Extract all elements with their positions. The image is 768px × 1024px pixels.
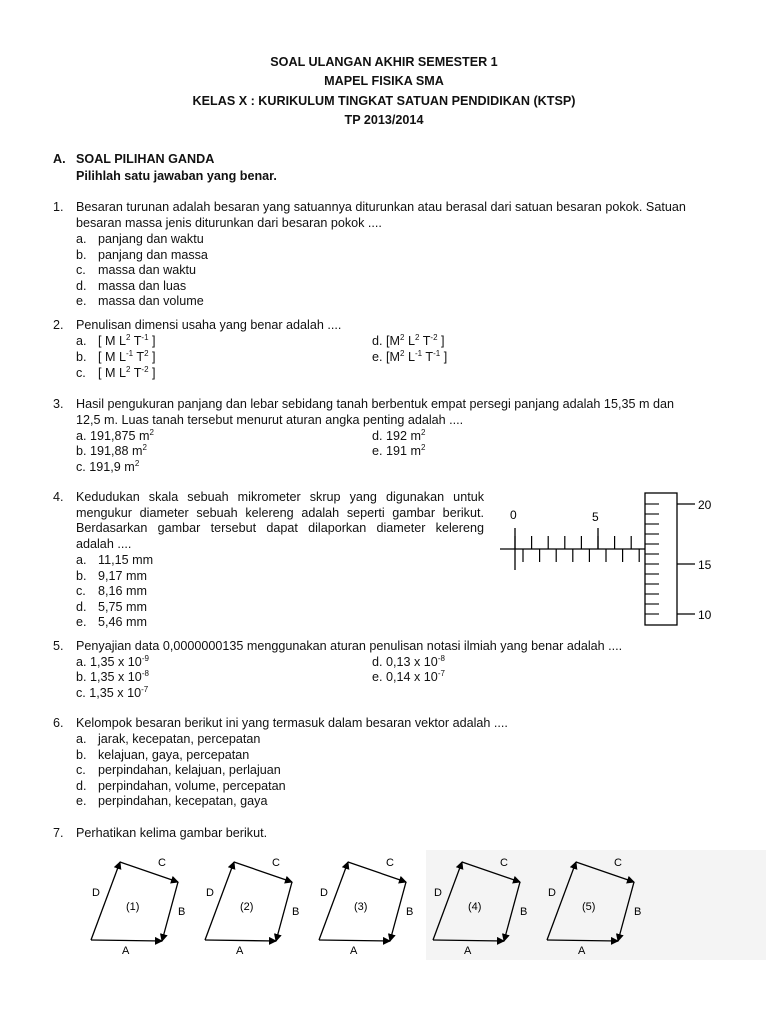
vector-label-a: A	[236, 945, 244, 957]
q1-option-c: c. massa dan waktu	[76, 263, 197, 277]
vector-label-c: C	[386, 857, 394, 869]
section-letter: A.	[53, 152, 66, 166]
q4-option-e: e. 5,46 mm	[76, 615, 147, 629]
q3-option-a: a. 191,875 $m^2$	[76, 428, 154, 443]
vector-label-d: D	[92, 887, 100, 899]
vector-figure-3	[319, 857, 413, 957]
q5-option-d: d. 0,13 x $10^{-8}$	[372, 654, 445, 669]
q6-option-a: a. jarak, kecepatan, percepatan	[76, 732, 261, 746]
vector-d	[319, 862, 348, 940]
q5-option-e: e. 0,14 x $10^{-7}$	[372, 669, 445, 684]
q5-option-c: c. 1,35 x $10^{-7}$	[76, 685, 149, 700]
vector-figure-2	[205, 857, 299, 957]
q1-number: 1.	[53, 200, 64, 214]
q6-option-c: c. perpindahan, kelajuan, perlajuan	[76, 763, 281, 777]
vector-label-b: B	[292, 906, 300, 918]
vector-label-c: C	[158, 857, 166, 869]
q3-line-2: 12,5 m. Luas tanah tersebut menurut aturan angka penting adalah ....	[76, 413, 464, 427]
q3-number: 3.	[53, 397, 64, 411]
q7-stem: Perhatikan kelima gambar berikut.	[76, 826, 268, 840]
q3-option-d: d. 192 $m^2$	[372, 428, 426, 443]
vector-label-d: D	[320, 887, 328, 899]
vector-label-c: C	[500, 857, 508, 869]
vector-b	[390, 882, 406, 941]
q2-option-c: c. [ M $L^2$ $T^{-2}$ ]	[76, 365, 156, 380]
vector-label-a: A	[122, 945, 130, 957]
q1-option-d: d. massa dan luas	[76, 278, 187, 293]
q2-number: 2.	[53, 318, 64, 332]
q7-number: 7.	[53, 826, 64, 840]
q4-options	[76, 553, 153, 631]
q2-option-b: b. [ M $L^{-1}$ $T^2$ ]	[76, 349, 156, 364]
title-line-3: KELAS X : KURIKULUM TINGKAT SATUAN PENDIDIKAN (KTSP)	[192, 94, 576, 108]
figure-number-label: (5)	[582, 901, 596, 913]
micrometer-figure	[495, 488, 720, 628]
vector-a	[91, 940, 162, 941]
vector-c	[120, 862, 178, 882]
vector-label-b: B	[406, 906, 414, 918]
q1-option-b: b. panjang dan massa	[76, 247, 208, 262]
vector-c	[234, 862, 292, 882]
q4-option-d: d. 5,75 mm	[76, 599, 147, 614]
figure-number-label: (1)	[126, 901, 140, 913]
q5-stem: Penyajian data 0,0000000135 menggunakan aturan penulisan notasi ilmiah yang benar adalah ....	[76, 639, 623, 653]
q2-option-a: a. [ M $L^2$ $T^{-1}$ ]	[76, 333, 156, 348]
main-scale-label-0: 0	[510, 508, 517, 522]
q3-option-c: c. 191,9 $m^2$	[76, 459, 140, 474]
q5-option-b: b. 1,35 x $10^{-8}$	[76, 669, 149, 684]
q4-option-a: a. 11,15 mm	[76, 553, 154, 567]
q4-option-c: c. 8,16 mm	[76, 584, 147, 598]
vector-label-a: A	[464, 945, 472, 957]
q6-stem: Kelompok besaran berikut ini yang termasuk dalam besaran vektor adalah ....	[76, 716, 508, 730]
q6-number: 6.	[53, 716, 64, 730]
vector-label-a: A	[350, 945, 358, 957]
figure-number-label: (4)	[468, 901, 482, 913]
section-instruction: Pilihlah satu jawaban yang benar.	[76, 169, 277, 183]
q5-number: 5.	[53, 639, 64, 653]
figure-number-label: (2)	[240, 901, 254, 913]
q5-option-a: a. 1,35 x $10^{-9}$	[76, 654, 149, 669]
main-scale-label-5: 5	[592, 510, 599, 524]
vector-b	[276, 882, 292, 941]
vector-c	[348, 862, 406, 882]
q1-line-1: Besaran turunan adalah besaran yang satuannya diturunkan atau berasal dari satuan besaran pokok. Satuan	[76, 200, 686, 214]
micrometer-thimble	[645, 493, 677, 625]
q3-option-e: e. 191 $m^2$	[372, 443, 426, 458]
vector-figure-1	[91, 857, 185, 957]
figure-number-label: (3)	[354, 901, 368, 913]
q2-stem: Penulisan dimensi usaha yang benar adalah ....	[76, 318, 342, 332]
vector-a	[319, 940, 390, 941]
q2-option-e: e. [$M^2$ $L^{-1}$ $T^{-1}$ ]	[372, 349, 448, 364]
vector-figures	[86, 848, 768, 962]
q1-option-e: e. massa dan volume	[76, 294, 204, 308]
q2-option-d: d. [$M^2$ $L^2$ $T^{-2}$ ]	[372, 333, 445, 348]
q4-number: 4.	[53, 490, 64, 504]
vector-label-d: D	[206, 887, 214, 899]
q1-option-a: a. panjang dan waktu	[76, 232, 204, 246]
q4-stem: Kedudukan skala sebuah mikrometer skrup yang digunakan untuk mengukur diameter sebuah kelereng adalah seperti gambar berikut. Berdasarkan gambar tersebut dapat dilaporkan diameter kelereng adalah ....	[76, 490, 484, 551]
vector-label-c: C	[272, 857, 280, 869]
q3-option-b: b. 191,88 $m^2$	[76, 443, 147, 458]
section-title: SOAL PILIHAN GANDA	[76, 152, 215, 166]
q6-option-d: d. perpindahan, volume, percepatan	[76, 778, 286, 793]
title-line-1: SOAL ULANGAN AKHIR SEMESTER 1	[270, 55, 498, 69]
vector-d	[205, 862, 234, 940]
vector-label-b: B	[520, 906, 528, 918]
q1-line-2: besaran massa jenis diturunkan dari besaran pokok ....	[76, 216, 382, 230]
thimble-label-15: 15	[698, 558, 712, 572]
vector-label-c: C	[614, 857, 622, 869]
q6-option-b: b. kelajuan, gaya, percepatan	[76, 747, 250, 762]
q1-options	[76, 232, 208, 310]
vector-b	[162, 882, 178, 941]
vector-label-a: A	[578, 945, 586, 957]
thimble-label-20: 20	[698, 498, 712, 512]
q3-line-1: Hasil pengukuran panjang dan lebar sebidang tanah berbentuk empat persegi panjang adalah 15,35 m dan	[76, 397, 674, 411]
vector-label-d: D	[548, 887, 556, 899]
vector-d	[91, 862, 120, 940]
q6-options	[76, 732, 286, 810]
vector-label-d: D	[434, 887, 442, 899]
vector-label-b: B	[178, 906, 186, 918]
title-line-2: MAPEL FISIKA SMA	[324, 74, 444, 88]
thimble-label-10: 10	[698, 608, 712, 622]
title-line-4: TP 2013/2014	[344, 113, 424, 127]
q4-option-b: b. 9,17 mm	[76, 568, 147, 583]
q6-option-e: e. perpindahan, kecepatan, gaya	[76, 794, 268, 808]
vector-label-b: B	[634, 906, 642, 918]
vector-a	[205, 940, 276, 941]
